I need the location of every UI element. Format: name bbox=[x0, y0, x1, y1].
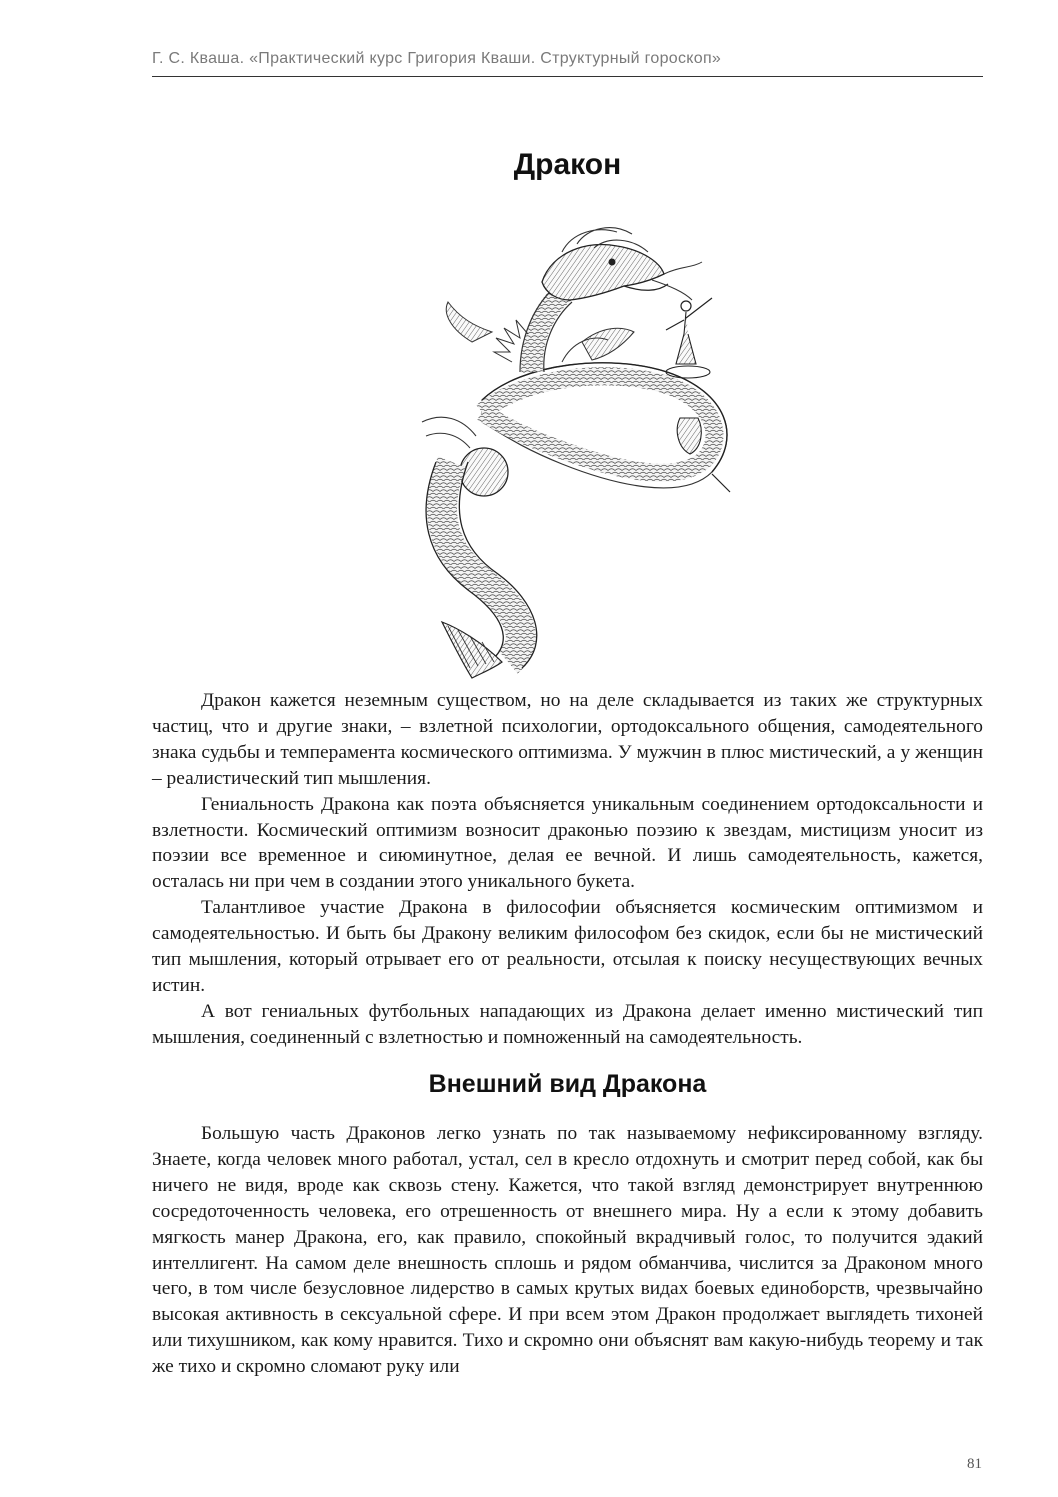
section-title: Внешний вид Дракона bbox=[428, 1070, 707, 1098]
dragon-illustration bbox=[412, 222, 742, 684]
dancer-figure bbox=[666, 298, 712, 378]
intro-text bbox=[152, 688, 983, 1051]
running-header: Г. С. Кваша. «Практический курс Григория Кваши. Структурный гороскоп» bbox=[152, 50, 722, 67]
paragraph: Гениальность Дракона как поэта объясняется уникальным соединением ортодоксальности и взлетности. Космический оптимизм возносит драконью поэзию к звездам, мистицизм уносит из поэзии все временное и сиюминутное, делая ее вечной. И лишь самодеятельность, кажется, осталась ни при чем в создании этого уникального букета. bbox=[152, 793, 983, 893]
paragraph: Талантливое участие Дракона в философии объясняется космическим оптимизмом и самодеятельностью. И быть бы Дракону великим философом без скидок, если бы не мистический тип мышления, который отрывает его от реальности, отсылая к поиску несуществующих вечных истин. bbox=[152, 897, 983, 996]
paragraph: Дракон кажется неземным существом, но на деле складывается из таких же структурных частиц, что и другие знаки, – взлетной психологии, ортодоксального общения, самодеятельного знака судьбы и темперамента космического оптимизма. У мужчин в плюс мистический, а у женщин – реалистический тип мышления. bbox=[152, 690, 983, 789]
dragon-engraving-icon bbox=[412, 222, 742, 684]
paragraph: А вот гениальных футбольных нападающих из Дракона делает именно мистический тип мышления, соединенный с взлетностью и помноженный на самодеятельность. bbox=[152, 1000, 983, 1048]
header-rule bbox=[152, 76, 983, 77]
dragon-tail-fin bbox=[442, 622, 502, 678]
section-text bbox=[152, 1121, 983, 1380]
chapter-title: Дракон bbox=[513, 148, 622, 181]
dragon-head bbox=[542, 228, 702, 300]
page-number: 81 bbox=[967, 1456, 982, 1472]
paragraph: Большую часть Драконов легко узнать по так называемому нефиксированному взгляду. Знаете, когда человек много работал, устал, сел в кресло отдохнуть и смотрит перед собой, как бы ничего не видя, вроде как сквозь стену. Кажется, что такой взгляд демонстрирует внутреннюю сосредоточенность человека, его отрешенность от внешнего мира. Ну а если к этому добавить мягкость манер Дракона, его, как правило, спокойный вкрадчивый голос, то получится эдакий интеллигент. На самом деле внешность сплошь и рядом обманчива, числится за Драконом много чего, в том числе безусловное лидерство в самых крутых видах боевых единоборств, чрезвычайно высокая активность в сексуальной сфере. И при всем этом Дракон продолжает выглядеть тихоней или тихушником, как кому нравится. Тихо и скромно они объяснят вам какую-нибудь теорему и так же тихо и скромно сломают руку или bbox=[152, 1123, 983, 1378]
